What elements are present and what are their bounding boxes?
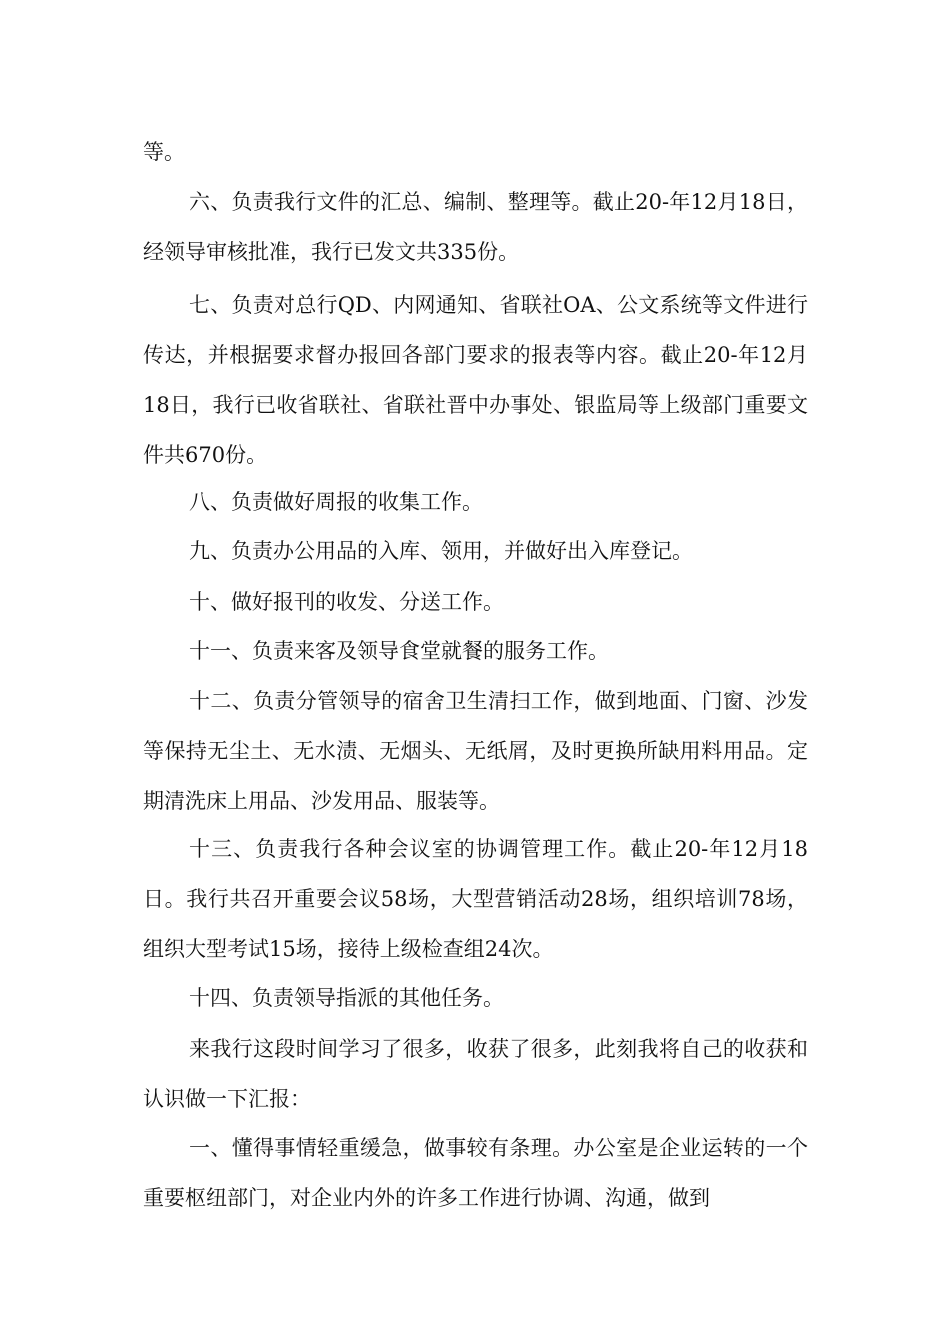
paragraph-item-6: 六、负责我行文件的汇总、编制、整理等。截止20-年12月18日，经领导审核批准，我行已发文共335份。 xyxy=(143,190,808,264)
paragraph-item-9: 九、负责办公用品的入库、领用，并做好出入库登记。 xyxy=(189,539,693,563)
paragraph-item-13: 十三、负责我行各种会议室的协调管理工作。截止20-年12月18日。我行共召开重要会议58场，大型营销活动28场，组织培训78场，组织大型考试15场，接待上级检查组24次。 xyxy=(143,837,808,961)
paragraph-summary-point-1: 一、懂得事情轻重缓急，做事较有条理。办公室是企业运转的一个重要枢纽部门，对企业内外的许多工作进行协调、沟通，做到 xyxy=(143,1136,808,1210)
paragraph-item-10: 十、做好报刊的收发、分送工作。 xyxy=(189,590,504,614)
paragraph-item-7: 七、负责对总行QD、内网通知、省联社OA、公文系统等文件进行传达，并根据要求督办报回各部门要求的报表等内容。截止20-年12月18日，我行已收省联社、省联社晋中办事处、银监局等上级部门重要文件共670份。 xyxy=(143,293,808,467)
paragraph-item-8: 八、负责做好周报的收集工作。 xyxy=(189,490,483,514)
paragraph-item-11: 十一、负责来客及领导食堂就餐的服务工作。 xyxy=(189,639,609,663)
paragraph-item-12: 十二、负责分管领导的宿舍卫生清扫工作，做到地面、门窗、沙发等保持无尘土、无水渍、无烟头、无纸屑，及时更换所缺用料用品。定期清洗床上用品、沙发用品、服装等。 xyxy=(143,689,808,813)
paragraph-continuation: 等。 xyxy=(143,140,185,164)
paragraph-item-14: 十四、负责领导指派的其他任务。 xyxy=(189,986,504,1010)
paragraph-summary-intro: 来我行这段时间学习了很多，收获了很多，此刻我将自己的收获和认识做一下汇报： xyxy=(143,1037,808,1111)
